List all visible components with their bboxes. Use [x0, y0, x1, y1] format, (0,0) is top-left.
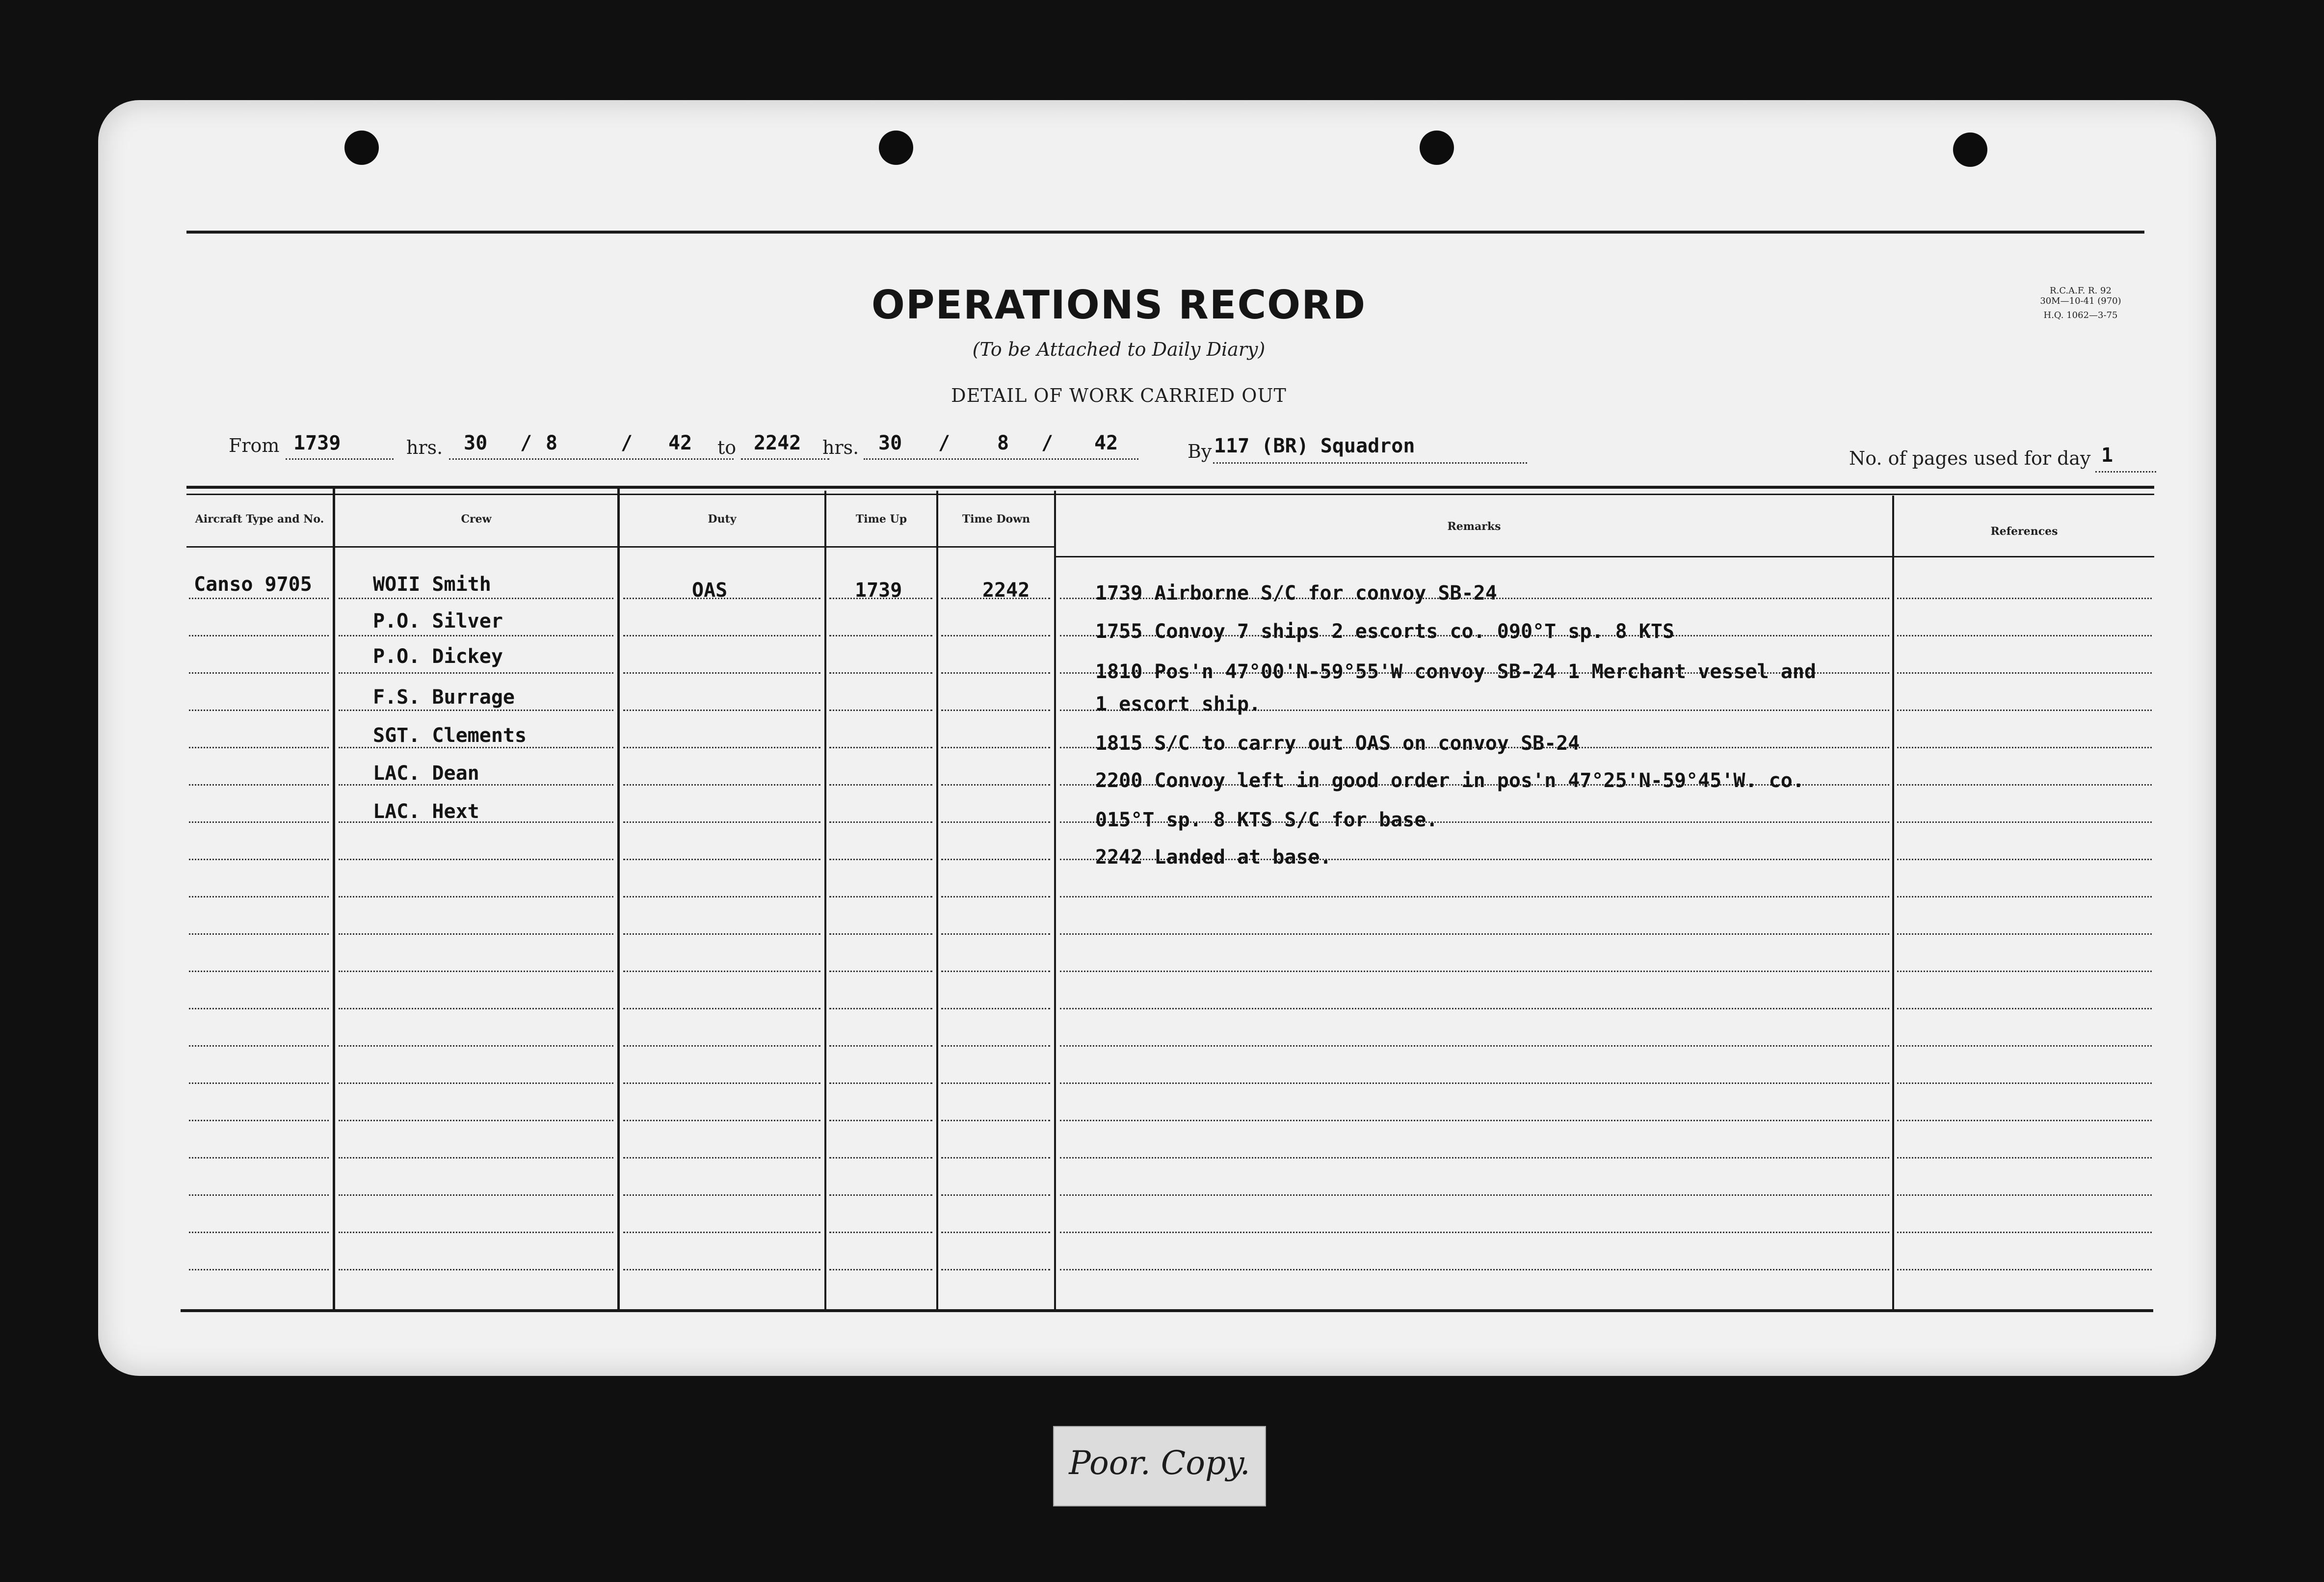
row-dotted-line [339, 859, 613, 860]
row-dotted-line [941, 1232, 1050, 1233]
remark-line: 1810 Pos'n 47°00'N-59°55'W convoy SB-24 1 Merchant vessel and [1095, 660, 1817, 683]
pages-label: No. of pages used for day [1849, 448, 2091, 469]
time-down-value: 2242 [982, 579, 1030, 602]
row-dotted-line [623, 1269, 820, 1270]
row-dotted-line [829, 1045, 932, 1047]
row-dotted-line [829, 1008, 932, 1009]
row-dotted-line [623, 635, 820, 636]
crew-member: LAC. Dean [373, 762, 479, 785]
row-dotted-line [941, 1194, 1050, 1196]
to-month: 8 [997, 432, 1009, 454]
duty-value: OAS [692, 579, 728, 602]
row-dotted-line [1897, 672, 2152, 674]
row-dotted-line [1897, 859, 2152, 860]
row-dotted-line [941, 1045, 1050, 1047]
row-dotted-line [189, 1008, 329, 1009]
row-dotted-line [1897, 784, 2152, 786]
row-dotted-line [189, 598, 329, 599]
row-dotted-line [829, 1082, 932, 1084]
row-dotted-line [829, 747, 932, 748]
row-dotted-line [941, 784, 1050, 786]
row-dotted-line [941, 710, 1050, 711]
row-dotted-line [1060, 971, 1889, 972]
table-top-rule [186, 486, 2154, 489]
col-head-aircraft: Aircraft Type and No. [195, 513, 324, 526]
row-dotted-line [1060, 1157, 1889, 1159]
pages-dots [2095, 471, 2156, 473]
row-dotted-line [941, 1157, 1050, 1159]
row-dotted-line [829, 635, 932, 636]
row-dotted-line [1897, 1157, 2152, 1159]
from-date-dots [449, 458, 734, 460]
row-dotted-line [941, 859, 1050, 860]
col-separator [824, 491, 826, 1311]
row-dotted-line [941, 1120, 1050, 1121]
header-bottom-rule [186, 546, 1054, 548]
form-title: OPERATIONS RECORD [871, 282, 1367, 328]
row-dotted-line [189, 784, 329, 786]
to-day: 30 [878, 432, 902, 454]
stamp-text: Poor. Copy. [1069, 1444, 1250, 1482]
row-dotted-line [339, 598, 613, 599]
row-dotted-line [189, 859, 329, 860]
row-dotted-line [623, 933, 820, 935]
row-dotted-line [339, 1045, 613, 1047]
row-dotted-line [941, 971, 1050, 972]
row-dotted-line [941, 747, 1050, 748]
crew-member: LAC. Hext [373, 800, 479, 823]
row-dotted-line [189, 672, 329, 674]
row-dotted-line [941, 672, 1050, 674]
row-dotted-line [339, 933, 613, 935]
crew-member: F.S. Burrage [373, 686, 515, 709]
row-dotted-line [941, 821, 1050, 823]
col-head-crew: Crew [461, 513, 492, 526]
col-separator [333, 489, 335, 1311]
row-dotted-line [623, 1008, 820, 1009]
row-dotted-line [1897, 710, 2152, 711]
row-dotted-line [829, 1232, 932, 1233]
by-label: By [1188, 441, 1212, 462]
row-dotted-line [829, 784, 932, 786]
row-dotted-line [1897, 821, 2152, 823]
row-dotted-line [339, 635, 613, 636]
row-dotted-line [1060, 1120, 1889, 1121]
row-dotted-line [339, 1008, 613, 1009]
row-dotted-line [941, 1008, 1050, 1009]
row-dotted-line [1897, 933, 2152, 935]
time-up-value: 1739 [855, 579, 902, 602]
row-dotted-line [829, 672, 932, 674]
from-label: From [229, 435, 280, 456]
row-dotted-line [339, 1269, 613, 1270]
date-slash: / [1041, 432, 1054, 454]
table-top-rule-2 [186, 494, 2154, 495]
row-dotted-line [1897, 1008, 2152, 1009]
col-head-remarks: Remarks [1447, 520, 1501, 533]
row-dotted-line [829, 1269, 932, 1270]
row-dotted-line [1897, 635, 2152, 636]
row-dotted-line [1897, 1120, 2152, 1121]
squadron: 117 (BR) Squadron [1214, 435, 1415, 457]
row-dotted-line [339, 1120, 613, 1121]
row-dotted-line [829, 896, 932, 897]
crew-member: P.O. Dickey [373, 645, 503, 668]
row-dotted-line [941, 933, 1050, 935]
row-dotted-line [829, 1120, 932, 1121]
from-year: 42 [668, 432, 692, 454]
table-bottom-rule [181, 1309, 2153, 1312]
row-dotted-line [1897, 1232, 2152, 1233]
row-dotted-line [339, 1157, 613, 1159]
to-label: to [717, 437, 737, 458]
remark-line: 1 escort ship. [1095, 693, 1261, 715]
row-dotted-line [623, 1194, 820, 1196]
row-dotted-line [339, 971, 613, 972]
header-bottom-rule [1056, 556, 2154, 557]
col-head-time-down: Time Down [962, 513, 1030, 526]
row-dotted-line [1897, 1269, 2152, 1270]
row-dotted-line [829, 821, 932, 823]
row-dotted-line [623, 1157, 820, 1159]
row-dotted-line [339, 1232, 613, 1233]
row-dotted-line [339, 672, 613, 674]
row-dotted-line [1897, 1045, 2152, 1047]
aircraft-type: Canso 9705 [194, 573, 312, 596]
row-dotted-line [189, 896, 329, 897]
row-dotted-line [829, 1194, 932, 1196]
pages-value: 1 [2101, 444, 2113, 467]
row-dotted-line [1897, 1082, 2152, 1084]
row-dotted-line [829, 710, 932, 711]
row-dotted-line [623, 710, 820, 711]
row-dotted-line [941, 635, 1050, 636]
row-dotted-line [1060, 933, 1889, 935]
row-dotted-line [189, 933, 329, 935]
squadron-dots [1213, 462, 1527, 464]
row-dotted-line [339, 747, 613, 748]
remark-line: 2242 Landed at base. [1095, 846, 1332, 869]
row-dotted-line [189, 1157, 329, 1159]
row-dotted-line [829, 933, 932, 935]
row-dotted-line [189, 821, 329, 823]
to-date-dots [864, 458, 1138, 460]
punch-hole [1953, 132, 1987, 167]
col-head-references: References [1990, 525, 2058, 538]
date-slash: / [520, 432, 532, 454]
row-dotted-line [623, 859, 820, 860]
remark-line: 2200 Convoy left in good order in pos'n 47°25'N-59°45'W. co. [1095, 769, 1804, 792]
col-head-duty: Duty [708, 513, 737, 526]
from-day: 30 [464, 432, 488, 454]
from-time-dots [286, 458, 394, 460]
top-rule [186, 231, 2144, 234]
row-dotted-line [623, 1232, 820, 1233]
crew-member: P.O. Silver [373, 610, 503, 633]
row-dotted-line [189, 635, 329, 636]
to-time-dots [741, 458, 829, 460]
row-dotted-line [623, 784, 820, 786]
row-dotted-line [623, 821, 820, 823]
row-dotted-line [623, 1120, 820, 1121]
row-dotted-line [189, 710, 329, 711]
row-dotted-line [1060, 1194, 1889, 1196]
hrs-label: hrs. [406, 437, 443, 458]
from-time: 1739 [293, 432, 341, 454]
col-separator [1054, 491, 1056, 1311]
remark-line: 1739 Airborne S/C for convoy SB-24 [1095, 582, 1497, 605]
row-dotted-line [623, 1045, 820, 1047]
row-dotted-line [1060, 896, 1889, 897]
row-dotted-line [1060, 1008, 1889, 1009]
to-year: 42 [1094, 432, 1118, 454]
row-dotted-line [339, 710, 613, 711]
col-separator [1892, 496, 1894, 1311]
punch-hole [1420, 131, 1454, 165]
punch-hole [879, 131, 913, 165]
col-separator [936, 491, 938, 1311]
row-dotted-line [941, 1269, 1050, 1270]
remark-line: 1755 Convoy 7 ships 2 escorts co. 090°T sp. 8 KTS [1095, 620, 1675, 643]
date-slash: / [938, 432, 951, 454]
row-dotted-line [1060, 1232, 1889, 1233]
row-dotted-line [829, 971, 932, 972]
row-dotted-line [339, 896, 613, 897]
row-dotted-line [1897, 971, 2152, 972]
hrs-label: hrs. [822, 437, 859, 458]
row-dotted-line [941, 896, 1050, 897]
detail-heading: DETAIL OF WORK CARRIED OUT [951, 385, 1287, 406]
row-dotted-line [623, 971, 820, 972]
row-dotted-line [623, 896, 820, 897]
row-dotted-line [189, 1120, 329, 1121]
col-separator [617, 489, 620, 1311]
row-dotted-line [1897, 598, 2152, 599]
row-dotted-line [1060, 1045, 1889, 1047]
row-dotted-line [189, 747, 329, 748]
col-head-time-up: Time Up [855, 513, 907, 526]
row-dotted-line [339, 1194, 613, 1196]
remark-line: 1815 S/C to carry out OAS on convoy SB-24 [1095, 732, 1580, 755]
remark-line: 015°T sp. 8 KTS S/C for base. [1095, 809, 1438, 831]
row-dotted-line [189, 1194, 329, 1196]
row-dotted-line [829, 1157, 932, 1159]
crew-member: WOII Smith [373, 573, 491, 596]
to-time: 2242 [754, 432, 801, 454]
row-dotted-line [1897, 896, 2152, 897]
row-dotted-line [189, 1082, 329, 1084]
punch-hole [344, 131, 379, 165]
row-dotted-line [339, 1082, 613, 1084]
row-dotted-line [189, 1232, 329, 1233]
row-dotted-line [623, 747, 820, 748]
row-dotted-line [623, 1082, 820, 1084]
form-subtitle: (To be Attached to Daily Diary) [972, 339, 1266, 360]
row-dotted-line [1897, 1194, 2152, 1196]
form-code: R.C.A.F. R. 92 30M—10-41 (970) H.Q. 1062—3-75 [2040, 286, 2121, 320]
row-dotted-line [1060, 1082, 1889, 1084]
row-dotted-line [1897, 747, 2152, 748]
row-dotted-line [623, 672, 820, 674]
date-slash: / [621, 432, 633, 454]
crew-member: SGT. Clements [373, 724, 527, 747]
row-dotted-line [1060, 1269, 1889, 1270]
poor-copy-stamp [1053, 1426, 1266, 1506]
row-dotted-line [189, 971, 329, 972]
row-dotted-line [189, 1045, 329, 1047]
row-dotted-line [941, 1082, 1050, 1084]
row-dotted-line [189, 1269, 329, 1270]
row-dotted-line [829, 859, 932, 860]
from-month: 8 [546, 432, 558, 454]
